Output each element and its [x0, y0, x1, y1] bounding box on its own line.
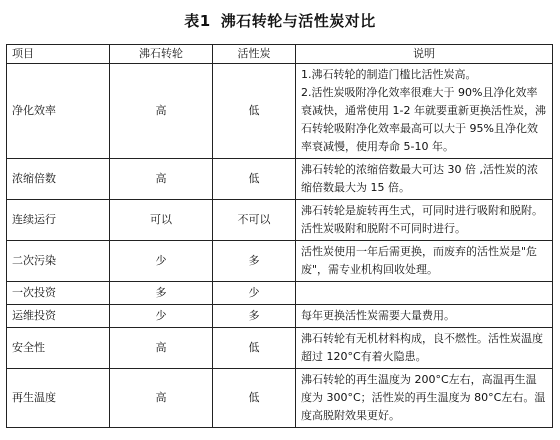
row-zeolite-cell: 多: [110, 282, 213, 305]
description-line: 每年更换活性炭需要大量费用。: [301, 309, 455, 322]
row-carbon-cell: 低: [213, 369, 296, 428]
row-carbon-cell: 低: [213, 64, 296, 159]
header-zeolite: 沸石转轮: [110, 45, 213, 64]
description-line: 沸石转轮的再生温度为 200°C左右，高温再生温度为 300°C；活性炭的再生温度为 80°C左右。温度高脱附效果更好。: [301, 373, 546, 422]
row-description-cell: [296, 159, 553, 200]
row-carbon-cell: 少: [213, 282, 296, 305]
row-zeolite-cell: 少: [110, 305, 213, 328]
row-carbon-cell: 多: [213, 305, 296, 328]
row-description-cell: [296, 282, 553, 305]
row-carbon-cell: 多: [213, 241, 296, 282]
description-line: 沸石转轮的浓缩倍数最大可达 30 倍 ,活性炭的浓缩倍数最大为 15 倍。: [301, 163, 538, 194]
table-row: [7, 305, 553, 328]
row-description-cell: [296, 369, 553, 428]
row-item-cell: 二次污染: [7, 241, 110, 282]
row-carbon-cell: 低: [213, 159, 296, 200]
row-item-cell: 净化效率: [7, 64, 110, 159]
table-row: [7, 282, 553, 305]
table-row: [7, 159, 553, 200]
table-body: [7, 64, 553, 428]
row-item-cell: 再生温度: [7, 369, 110, 428]
row-zeolite-cell: 高: [110, 64, 213, 159]
row-item-cell: 一次投资: [7, 282, 110, 305]
table-row: [7, 241, 553, 282]
table-row: [7, 64, 553, 159]
header-item: 项目: [7, 45, 110, 64]
row-zeolite-cell: 高: [110, 159, 213, 200]
row-description-cell: [296, 241, 553, 282]
description-line: 活性炭使用一年后需更换，而废弃的活性炭是"危废"，需专业机构回收处理。: [301, 245, 538, 276]
table-header-row: [7, 45, 553, 64]
row-item-cell: 连续运行: [7, 200, 110, 241]
description-line: 1.沸石转轮的制造门槛比活性炭高。: [301, 68, 477, 81]
row-description-cell: [296, 200, 553, 241]
row-zeolite-cell: 高: [110, 369, 213, 428]
table-caption: [0, 10, 560, 31]
row-description-cell: [296, 64, 553, 159]
table-row: [7, 328, 553, 369]
row-description-cell: [296, 305, 553, 328]
row-carbon-cell: 低: [213, 328, 296, 369]
row-item-cell: 运维投资: [7, 305, 110, 328]
comparison-table: [6, 44, 553, 428]
description-line: 2.活性炭吸附净化效率很难大于 90%且净化效率衰减快，通常使用 1-2 年就要重新更换活性炭，沸石转轮吸附净化效率最高可以大于 95%且净化效率衰减慢，使用寿命 5-10 年。: [301, 86, 546, 153]
description-line: 沸石转轮是旋转再生式，可同时进行吸附和脱附。活性炭吸附和脱附不可同时进行。: [301, 204, 543, 235]
header-carbon: 活性炭: [213, 45, 296, 64]
row-item-cell: 浓缩倍数: [7, 159, 110, 200]
description-line: 沸石转轮有无机材料构成，良不燃性。活性炭温度超过 120°C有着火隐患。: [301, 332, 543, 363]
row-item-cell: 安全性: [7, 328, 110, 369]
header-description: 说明: [296, 45, 553, 64]
row-zeolite-cell: 可以: [110, 200, 213, 241]
table-title: 沸石转轮与活性炭对比: [220, 12, 376, 30]
row-zeolite-cell: 高: [110, 328, 213, 369]
row-description-cell: [296, 328, 553, 369]
table-number: 表1: [184, 12, 211, 30]
table-row: [7, 369, 553, 428]
row-zeolite-cell: 少: [110, 241, 213, 282]
table-row: [7, 200, 553, 241]
row-carbon-cell: 不可以: [213, 200, 296, 241]
